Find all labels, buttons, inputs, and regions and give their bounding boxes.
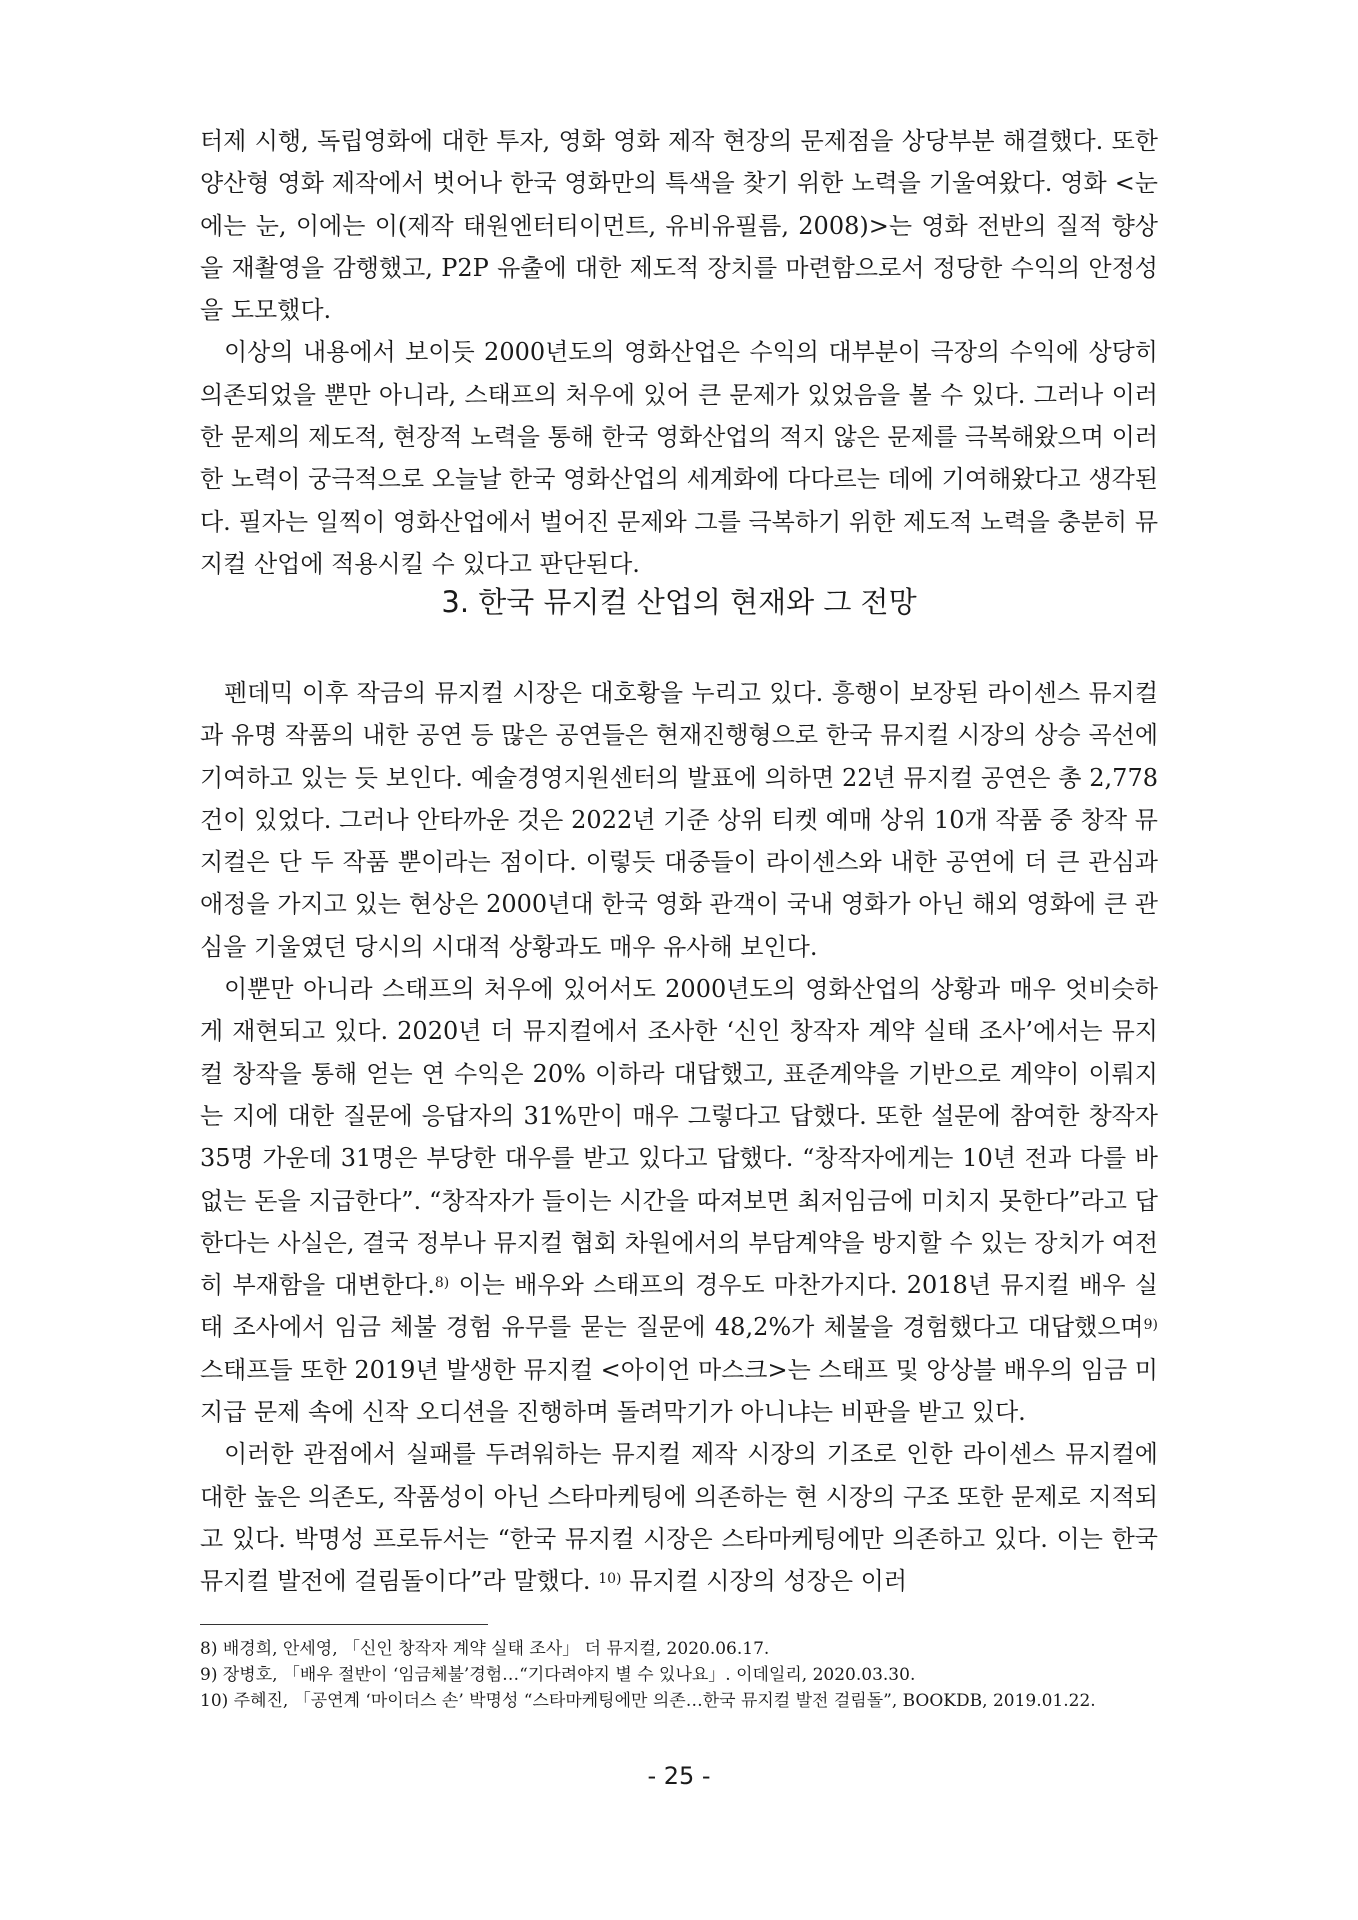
paragraph-text: 이는 배우와 스태프의 경우도 마찬가지다. 2018년 뮤지컬 배우 실태 조사에서 임금 체불 경험 유무를 묻는 질문에 48,2%가 체불을 경험했다고 대답했으며 — [200, 1271, 1158, 1342]
paragraph-text: 스태프들 또한 2019년 발생한 뮤지컬 <아이언 마스크>는 스태프 및 앙상블 배우의 임금 미지급 문제 속에 신작 오디션을 진행하며 돌려막기가 아니냐는 비판을 받고 있다. — [200, 1355, 1158, 1427]
footnote-ref-9: 9) — [1143, 1317, 1158, 1334]
page-number: - 25 - — [647, 1762, 711, 1790]
paragraph-staff-treatment — [200, 968, 1158, 1433]
paragraph-text: 이러한 관점에서 실패를 두려워하는 뮤지컬 제작 시장의 기조로 인한 라이센스 뮤지컬에 대한 높은 의존도, 작품성이 아닌 스타마케팅에 의존하는 현 시장의 구조 또한 문제로 지적되고 있다. 박명성 프로듀서는 “한국 뮤지컬 시장은 스타마케팅에만 의존하고 있다. 이는 한국 뮤지컬 발전에 걸림돌이다”라 말했다. — [200, 1440, 1158, 1596]
body-text-block-top — [200, 120, 1158, 585]
footnote-item: 10) 주혜진, 「공연계 ‘마이더스 손’ 박명성 “스타마케팅에만 의존…한국 뮤지컬 발전 걸림돌”, BOOKDB, 2019.01.22. — [200, 1691, 1096, 1711]
paragraph-musical-market: 펜데믹 이후 작금의 뮤지컬 시장은 대호황을 누리고 있다. 흥행이 보장된 라이센스 뮤지컬과 유명 작품의 내한 공연 등 많은 공연들은 현재진행형으로 한국 뮤지컬 시장의 상승 곡선에 기여하고 있는 듯 보인다. 예술경영지원센터의 발표에 의하면 22년 뮤지컬 공연은 총 2,778건이 있었다. 그러나 안타까운 것은 2022년 기준 상위 티켓 예매 상위 10개 작품 중 창작 뮤지컬은 단 두 작품 뿐이라는 점이다. 이렇듯 대중들이 라이센스와 내한 공연에 더 큰 관심과 애정을 가지고 있는 현상은 2000년대 한국 영화 관객이 국내 영화가 아닌 해외 영화에 큰 관심을 기울였던 당시의 시대적 상황과도 매우 유사해 보인다. — [200, 679, 1158, 961]
section-heading: 3. 한국 뮤지컬 산업의 현재와 그 전망 — [441, 585, 917, 619]
paragraph-text: 뮤지컬 시장의 성장은 이러 — [621, 1567, 908, 1596]
footnote-divider — [200, 1624, 488, 1625]
paragraph-continued: 터제 시행, 독립영화에 대한 투자, 영화 영화 제작 현장의 문제점을 상당부분 해결했다. 또한 양산형 영화 제작에서 벗어나 한국 영화만의 특색을 찾기 위한 노력을 기울여왔다. 영화 <눈에는 눈, 이에는 이(제작 태원엔터티이먼트, 유비유필름, 2008)>는 영화 전반의 질적 향상을 재촬영을 감행했고, P2P 유출에 대한 제도적 장치를 마련함으로서 정당한 수익의 안정성을 도모했다. — [200, 127, 1158, 325]
footnote-item: 9) 장병호, 「배우 절반이 ‘임금체불’경험…“기다려야지 별 수 있나요」. 이데일리, 2020.03.30. — [200, 1665, 916, 1685]
body-text-block-main — [200, 672, 1158, 1603]
footnote-item: 8) 배경희, 안세영, 「신인 창작자 계약 실태 조사」 더 뮤지컬, 2020.06.17. — [200, 1639, 770, 1659]
footnote-ref-10: 10) — [598, 1571, 622, 1588]
footnote-list — [200, 1636, 1158, 1714]
paragraph-film-industry-summary: 이상의 내용에서 보이듯 2000년도의 영화산업은 수익의 대부분이 극장의 수익에 상당히 의존되었을 뿐만 아니라, 스태프의 처우에 있어 큰 문제가 있었음을 볼 수 있다. 그러나 이러한 문제의 제도적, 현장적 노력을 통해 한국 영화산업의 적지 않은 문제를 극복해왔으며 이러한 노력이 궁극적으로 오늘날 한국 영화산업의 세계화에 다다르는 데에 기여해왔다고 생각된다. 필자는 일찍이 영화산업에서 벌어진 문제와 그를 극복하기 위한 제도적 노력을 충분히 뮤지컬 산업에 적용시킬 수 있다고 판단된다. — [200, 338, 1158, 578]
footnote-ref-8: 8) — [434, 1275, 450, 1292]
paragraph-star-marketing — [200, 1433, 1158, 1602]
paragraph-text: 이뿐만 아니라 스태프의 처우에 있어서도 2000년도의 영화산업의 상황과 매우 엇비슷하게 재현되고 있다. 2020년 더 뮤지컬에서 조사한 ‘신인 창작자 계약 실태 조사’에서는 뮤지컬 창작을 통해 얻는 연 수익은 20% 이하라 대답했고, 표준계약을 기반으로 계약이 이뤄지는 지에 대한 질문에 응답자의 31%만이 매우 그렇다고 답했다. 또한 설문에 참여한 창작자 35명 가운데 31명은 부당한 대우를 받고 있다고 답했다. “창작자에게는 10년 전과 다를 바 없는 돈을 지급한다”. “창작자가 들이는 시간을 따져보면 최저임금에 미치지 못한다”라고 답한다는 사실은, 결국 정부나 뮤지컬 협회 차원에서의 부담계약을 방지할 수 있는 장치가 여전히 부재함을 대변한다. — [200, 975, 1158, 1300]
